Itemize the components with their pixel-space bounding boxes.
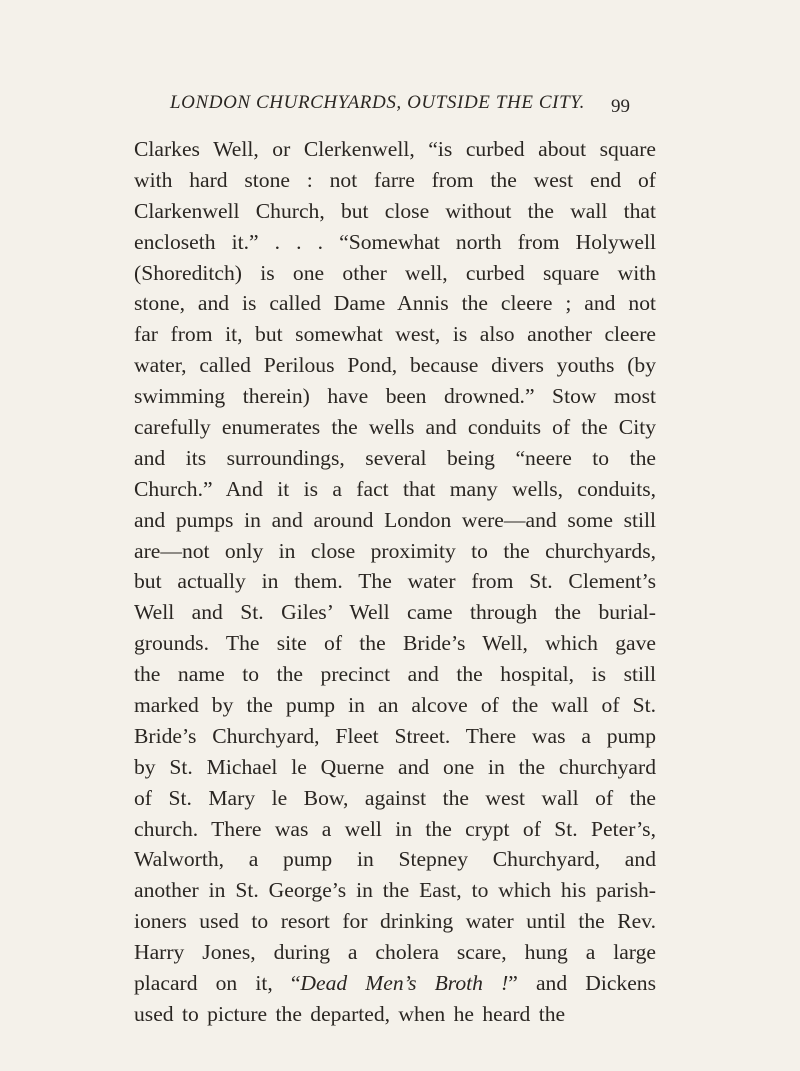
text-line: Bride’s Churchyard, Fleet Street. There was a pump — [134, 723, 656, 748]
text-line: grounds. The site of the Bride’s Well, which gave — [134, 631, 656, 656]
text-line: Clarkes Well, or Clerkenwell, “is curbed about square — [134, 137, 656, 161]
text-segment: placard on it, “ — [134, 971, 301, 996]
text-line: Clarkenwell Church, but close without the wall that — [134, 198, 656, 223]
text-line: of St. Mary le Bow, against the west wall of the — [134, 785, 656, 810]
text-line: Church.” And it is a fact that many wells, conduits, — [134, 476, 656, 501]
text-line: used to picture the departed, when he heard the — [134, 1001, 566, 1026]
text-line: and pumps in and around London were—and some still — [134, 507, 656, 532]
page-number: 99 — [611, 96, 630, 117]
body-text — [134, 134, 656, 1030]
text-line: ioners used to resort for drinking water until the Rev. — [134, 909, 656, 934]
text-line: Well and St. Giles’ Well came through the burial- — [134, 600, 656, 625]
text-line: church. There was a well in the crypt of St. Peter’s, — [134, 816, 656, 841]
text-line: swimming therein) have been drowned.” Stow most — [134, 384, 656, 409]
text-line: (Shoreditch) is one other well, curbed square with — [134, 260, 656, 285]
text-line: and its surroundings, several being “neere to the — [134, 445, 656, 470]
text-line: with hard stone : not farre from the west end of — [134, 167, 656, 192]
text-line: Walworth, a pump in Stepney Churchyard, and — [134, 847, 656, 872]
text-line: by St. Michael le Querne and one in the churchyard — [134, 754, 656, 779]
text-line: carefully enumerates the wells and conduits of the City — [134, 415, 656, 440]
text-line: but actually in them. The water from St. Clement’s — [134, 569, 656, 594]
text-line: are—not only in close proximity to the churchyards, — [134, 538, 656, 563]
text-line — [134, 968, 656, 999]
text-line: marked by the pump in an alcove of the wall of St. — [134, 693, 656, 718]
text-line: another in St. George’s in the East, to which his parish- — [134, 878, 656, 903]
text-segment: ” and Dickens — [508, 971, 656, 996]
page-header — [170, 92, 630, 122]
text-line: far from it, but somewhat west, is also another cleere — [134, 322, 656, 347]
text-line: Harry Jones, during a cholera scare, hung a large — [134, 940, 656, 965]
italic-quote: Dead Men’s Broth ! — [300, 971, 509, 996]
text-line: encloseth it.” . . . “Somewhat north from Holywell — [134, 229, 656, 254]
text-line: the name to the precinct and the hospital, is still — [134, 662, 656, 687]
running-head: LONDON CHURCHYARDS, OUTSIDE THE CITY. — [170, 92, 586, 113]
text-line: stone, and is called Dame Annis the cleere ; and not — [134, 291, 656, 316]
text-line: water, called Perilous Pond, because divers youths (by — [134, 353, 656, 378]
